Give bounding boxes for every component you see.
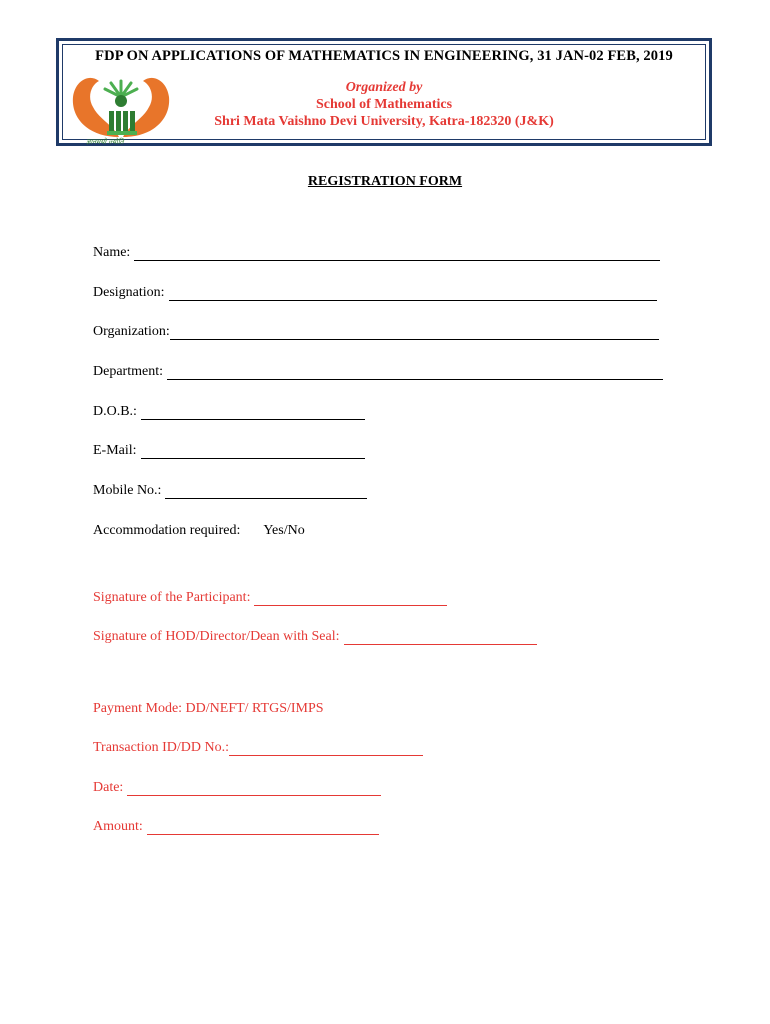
department-input-line[interactable] xyxy=(167,367,663,380)
organized-by-label: Organized by xyxy=(345,80,423,95)
mobile-field xyxy=(93,483,367,499)
email-field xyxy=(93,443,365,459)
dob-field xyxy=(93,404,365,420)
logo-caption: ज्ञानमयो ज्योति xyxy=(86,138,124,146)
hod-signature-label: Signature of HOD/Director/Dean with Seal: xyxy=(93,629,340,644)
university-name: Shri Mata Vaishno Devi University, Katra-182320 (J&K) xyxy=(214,114,554,129)
date-label: Date: xyxy=(93,780,124,795)
accommodation-field xyxy=(93,523,305,539)
designation-label: Designation: xyxy=(93,285,165,300)
event-title: FDP ON APPLICATIONS OF MATHEMATICS IN ENGINEERING, 31 JAN-02 FEB, 2019 xyxy=(95,48,673,64)
amount-field xyxy=(93,819,379,835)
transaction-label: Transaction ID/DD No.: xyxy=(93,740,229,755)
email-input-line[interactable] xyxy=(141,446,365,459)
date-input-line[interactable] xyxy=(127,783,381,796)
participant-signature-field xyxy=(93,590,447,606)
dob-input-line[interactable] xyxy=(141,407,365,420)
transaction-field xyxy=(93,740,423,756)
name-input-line[interactable] xyxy=(134,248,660,261)
header-box xyxy=(56,38,712,146)
form-title: REGISTRATION FORM xyxy=(307,174,463,189)
mobile-input-line[interactable] xyxy=(165,486,367,499)
hod-signature-field xyxy=(93,629,537,645)
designation-field xyxy=(93,285,657,301)
participant-signature-line[interactable] xyxy=(254,593,447,606)
payment-mode-field xyxy=(93,701,324,717)
organization-label: Organization: xyxy=(93,324,170,339)
transaction-input-line[interactable] xyxy=(229,743,423,756)
email-label: E-Mail: xyxy=(93,443,137,458)
organization-input-line[interactable] xyxy=(170,327,659,340)
department-label: Department: xyxy=(93,364,163,379)
mobile-label: Mobile No.: xyxy=(93,483,162,498)
amount-input-line[interactable] xyxy=(147,822,379,835)
school-name: School of Mathematics xyxy=(315,97,453,112)
payment-mode-label: Payment Mode: DD/NEFT/ RTGS/IMPS xyxy=(93,701,324,716)
name-label: Name: xyxy=(93,245,131,260)
designation-input-line[interactable] xyxy=(169,288,657,301)
dob-label: D.O.B.: xyxy=(93,404,137,419)
date-field xyxy=(93,780,381,796)
amount-label: Amount: xyxy=(93,819,143,834)
accommodation-label: Accommodation required: xyxy=(93,523,241,538)
name-field xyxy=(93,245,660,261)
department-field xyxy=(93,364,663,380)
hod-signature-line[interactable] xyxy=(344,632,537,645)
participant-signature-label: Signature of the Participant: xyxy=(93,590,251,605)
accommodation-choice[interactable]: Yes/No xyxy=(263,523,305,538)
organization-field xyxy=(93,324,659,340)
